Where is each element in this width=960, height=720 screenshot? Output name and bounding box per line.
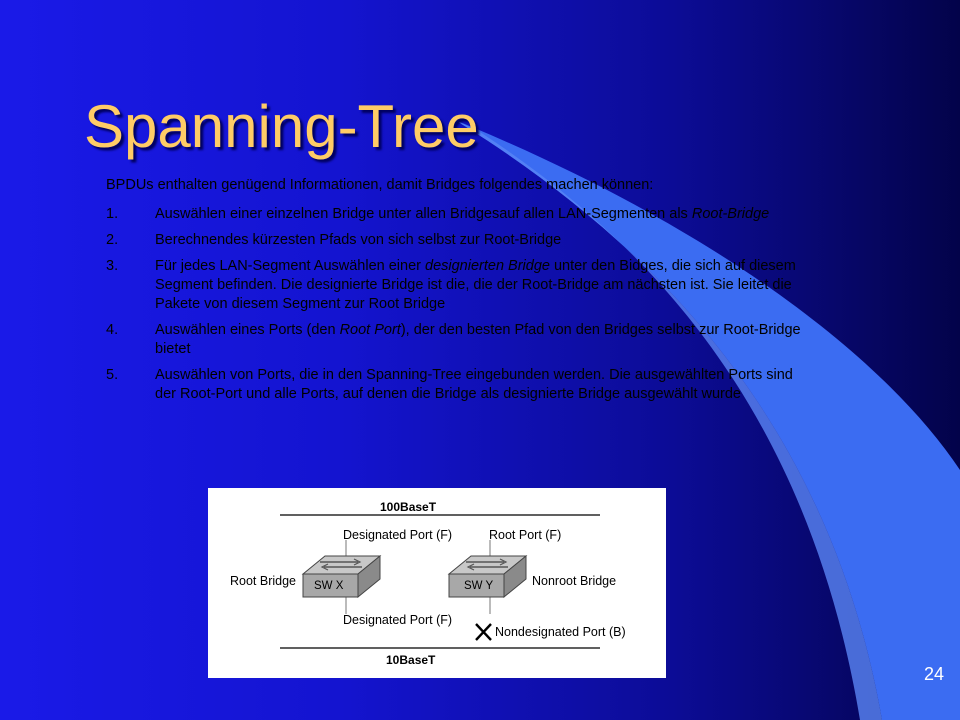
switch-x-label: SW X <box>314 580 344 592</box>
left-role-label: Root Bridge <box>230 574 297 588</box>
slide-title: Spanning-Tree <box>84 93 479 160</box>
intro-text: BPDUs enthalten genügend Informationen, damit Bridges folgendes machen können: <box>106 177 654 193</box>
list-number: 2. <box>106 232 119 248</box>
page-number: 24 <box>924 664 945 684</box>
top-right-port-label: Root Port (F) <box>489 528 562 542</box>
list-text: Auswählen von Ports, die in den Spanning-Tree eingebunden werden. Die ausgewählten Ports sind der Root-Port und alle Ports, auf denen die Bridge als designierte Bridge ausgewählt wurde <box>155 367 793 402</box>
list-item <box>106 321 806 359</box>
blocked-port-x-icon <box>476 624 491 640</box>
list-text: Auswählen eines Ports (den Root Port), der den besten Pfad von den Bridges selbst zur Root-Bridge bietet <box>155 322 801 357</box>
list-text: Auswählen einer einzelnen Bridge unter allen Bridgesauf allen LAN-Segmenten als Root-Bridge <box>155 206 770 222</box>
right-role-label: Nonroot Bridge <box>532 574 617 588</box>
list-number: 5. <box>106 367 119 383</box>
top-left-port-label: Designated Port (F) <box>343 528 453 542</box>
bottom-left-port-label: Designated Port (F) <box>343 613 453 627</box>
list-item <box>106 366 806 404</box>
list-item <box>106 205 806 224</box>
list-text: Für jedes LAN-Segment Auswählen einer designierten Bridge unter den Bidges, die sich auf diesem Segment befinden. Die designierte Bridge ist die, die der Root-Bridge am nächsten ist. Sie leitet die Pakete von diesem Segment zur Root Bridge <box>155 258 796 312</box>
list-item <box>106 231 806 250</box>
bottom-right-port-label: Nondesignated Port (B) <box>495 625 626 639</box>
slide-content <box>106 176 806 411</box>
switch-y-label: SW Y <box>464 580 494 592</box>
list-item <box>106 257 806 314</box>
bottom-segment-label: 10BaseT <box>386 653 436 667</box>
numbered-list <box>106 205 806 404</box>
list-number: 4. <box>106 322 119 338</box>
list-number: 1. <box>106 206 119 222</box>
list-number: 3. <box>106 258 119 274</box>
spanning-tree-diagram <box>208 488 666 678</box>
top-segment-label: 100BaseT <box>380 500 437 514</box>
list-text: Berechnendes kürzesten Pfads von sich selbst zur Root-Bridge <box>155 232 562 248</box>
